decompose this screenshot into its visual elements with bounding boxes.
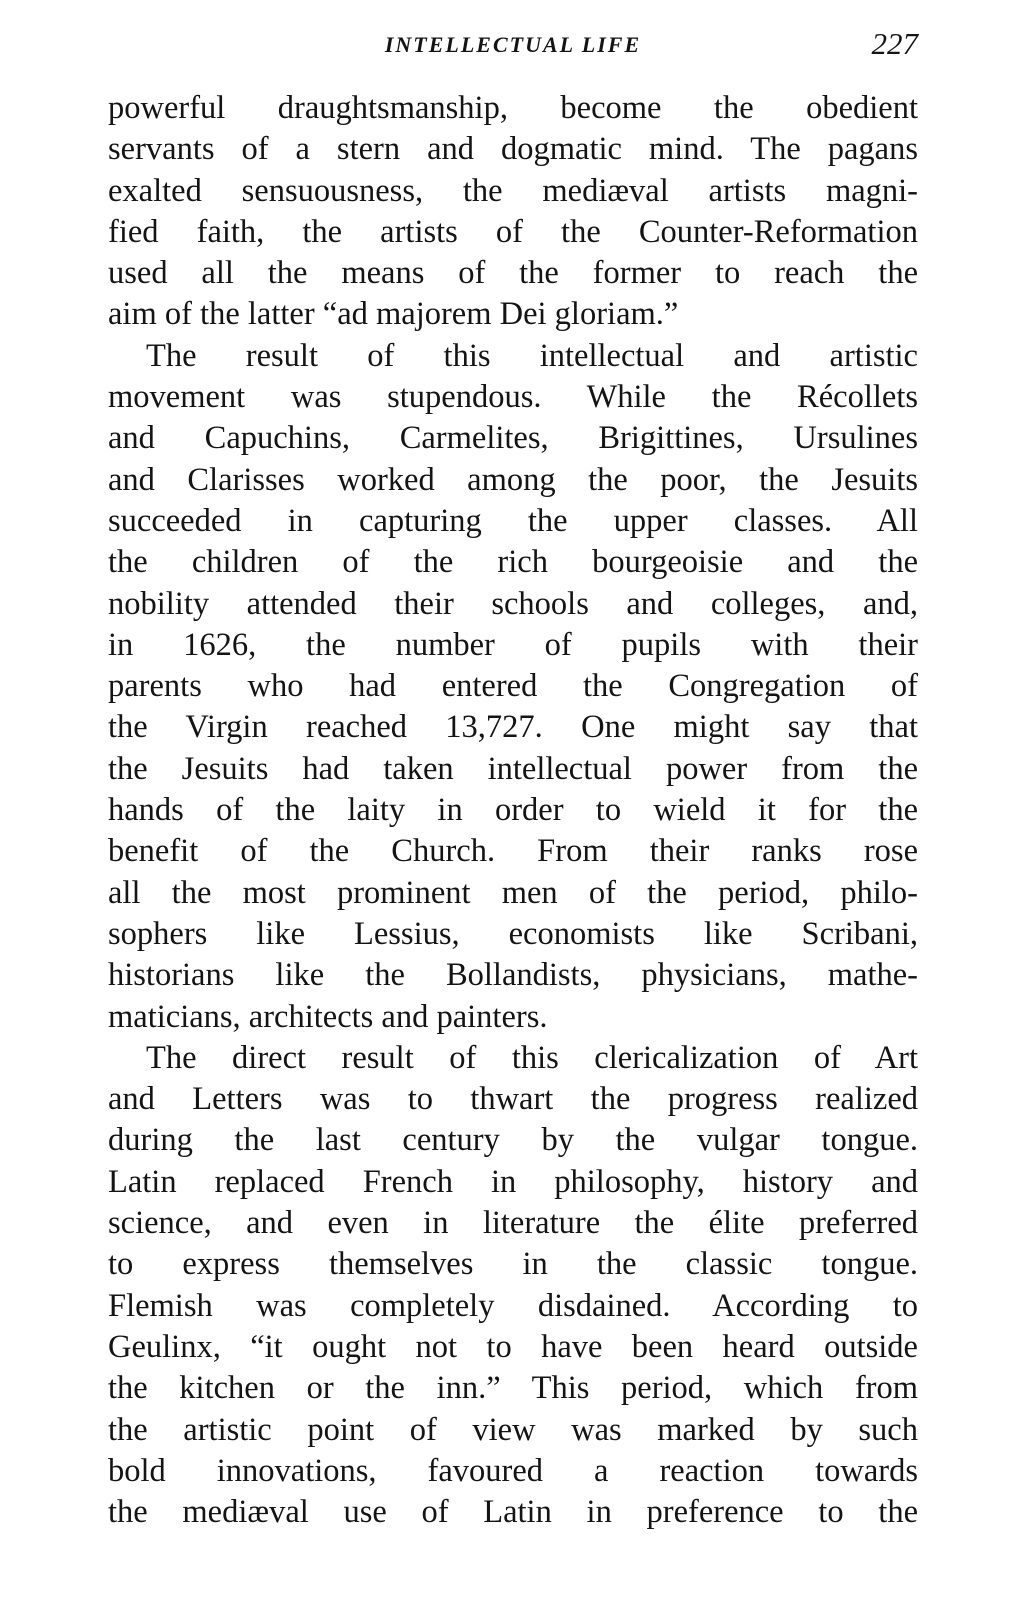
- text-line: the mediæval use of Latin in preference to the: [108, 1494, 918, 1531]
- page-number: 227: [871, 26, 918, 61]
- text-line: succeeded in capturing the upper classes. All: [108, 502, 918, 539]
- text-line: The result of this intellectual and artistic: [146, 337, 918, 374]
- text-line: the kitchen or the inn.” This period, which from: [108, 1370, 918, 1407]
- text-line: the Jesuits had taken intellectual power from the: [108, 750, 918, 787]
- text-line: sophers like Lessius, economists like Scribani,: [108, 915, 918, 952]
- paragraph: [108, 336, 918, 1038]
- text-line: Geulinx, “it ought not to have been heard outside: [108, 1328, 918, 1365]
- text-line: powerful draughtsmanship, become the obedient: [108, 90, 918, 126]
- paragraph: [108, 88, 918, 336]
- text-line: and Clarisses worked among the poor, the Jesuits: [108, 461, 918, 498]
- text-line: all the most prominent men of the period, philo-: [108, 874, 918, 911]
- text-line: historians like the Bollandists, physicians, mathe-: [108, 957, 918, 994]
- text-line: hands of the laity in order to wield it for the: [108, 792, 918, 829]
- text-line: movement was stupendous. While the Récollets: [108, 379, 918, 416]
- paragraph: [108, 1038, 918, 1534]
- text-line: aim of the latter “ad majorem Dei gloriam.”: [108, 296, 679, 333]
- running-title: INTELLECTUAL LIFE: [384, 32, 642, 57]
- text-line: and Capuchins, Carmelites, Brigittines, Ursulines: [108, 420, 918, 457]
- text-line: benefit of the Church. From their ranks rose: [108, 833, 918, 870]
- text-line: science, and even in literature the élite preferred: [108, 1205, 918, 1242]
- text-line: in 1626, the number of pupils with their: [108, 626, 918, 663]
- text-line: and Letters was to thwart the progress realized: [108, 1081, 918, 1118]
- text-line: the artistic point of view was marked by such: [108, 1411, 918, 1448]
- text-line: the children of the rich bourgeoisie and the: [108, 544, 918, 581]
- running-head: [108, 26, 918, 66]
- text-line: used all the means of the former to reach the: [108, 255, 918, 292]
- text-line: fied faith, the artists of the Counter-Reformation: [108, 213, 918, 250]
- body-text: [108, 88, 918, 1533]
- text-line: during the last century by the vulgar tongue.: [108, 1122, 918, 1159]
- text-line: servants of a stern and dogmatic mind. The pagans: [108, 131, 918, 168]
- text-line: nobility attended their schools and colleges, and,: [108, 585, 918, 622]
- text-line: exalted sensuousness, the mediæval artists magni-: [108, 172, 918, 209]
- text-line: The direct result of this clericalization of Art: [146, 1039, 918, 1076]
- text-line: parents who had entered the Congregation of: [108, 668, 918, 705]
- text-line: to express themselves in the classic tongue.: [108, 1246, 918, 1283]
- text-line: Latin replaced French in philosophy, history and: [108, 1163, 918, 1200]
- text-line: maticians, architects and painters.: [108, 998, 548, 1035]
- text-line: bold innovations, favoured a reaction towards: [108, 1452, 918, 1489]
- text-line: Flemish was completely disdained. According to: [108, 1287, 918, 1324]
- text-line: the Virgin reached 13,727. One might say that: [108, 709, 918, 746]
